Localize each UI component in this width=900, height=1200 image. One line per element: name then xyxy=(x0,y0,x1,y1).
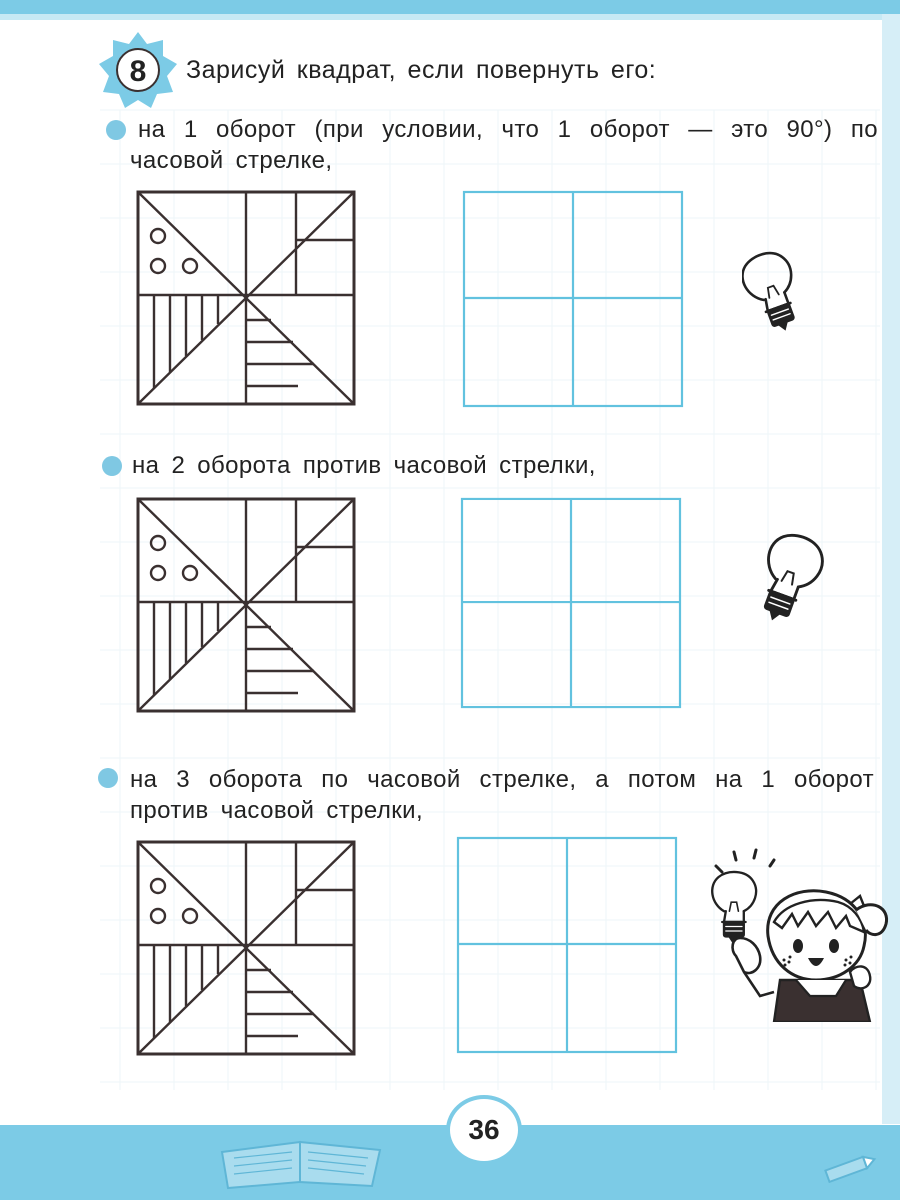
task-number-badge xyxy=(97,30,179,110)
instruction-2-line-1: на 2 оборота против часовой стрелки, xyxy=(132,452,596,479)
pattern-square-2 xyxy=(136,497,356,713)
answer-grid-3[interactable] xyxy=(456,836,678,1054)
bullet-3 xyxy=(98,768,118,788)
instruction-3-line-1: на 3 оборота по часовой стрелке, а потом на 1 оборот xyxy=(130,766,874,793)
pattern-square-1 xyxy=(136,190,356,406)
lightbulb-icon xyxy=(752,530,826,630)
instruction-3 xyxy=(130,764,874,826)
page-number: 36 xyxy=(446,1095,522,1165)
instruction-2 xyxy=(132,450,596,481)
instruction-1 xyxy=(130,114,878,176)
answer-grid-2[interactable] xyxy=(460,497,682,709)
task-number: 8 xyxy=(129,55,147,88)
bullet-1 xyxy=(106,120,126,140)
task-title: Зарисуй квадрат, если повернуть его: xyxy=(186,56,657,84)
girl-with-lightbulb-icon xyxy=(700,846,900,1022)
instruction-3-line-2: против часовой стрелки, xyxy=(130,797,424,824)
instruction-1-line-2: часовой стрелке, xyxy=(130,147,333,174)
answer-grid-1[interactable] xyxy=(462,190,684,408)
book-icon xyxy=(212,1130,392,1190)
top-border xyxy=(0,0,900,14)
bullet-2 xyxy=(102,456,122,476)
pencil-icon xyxy=(820,1150,880,1186)
pattern-square-3 xyxy=(136,840,356,1056)
lightbulb-icon xyxy=(742,248,806,338)
instruction-1-line-1: на 1 оборот (при условии, что 1 оборот — это 90°) по xyxy=(138,116,878,143)
